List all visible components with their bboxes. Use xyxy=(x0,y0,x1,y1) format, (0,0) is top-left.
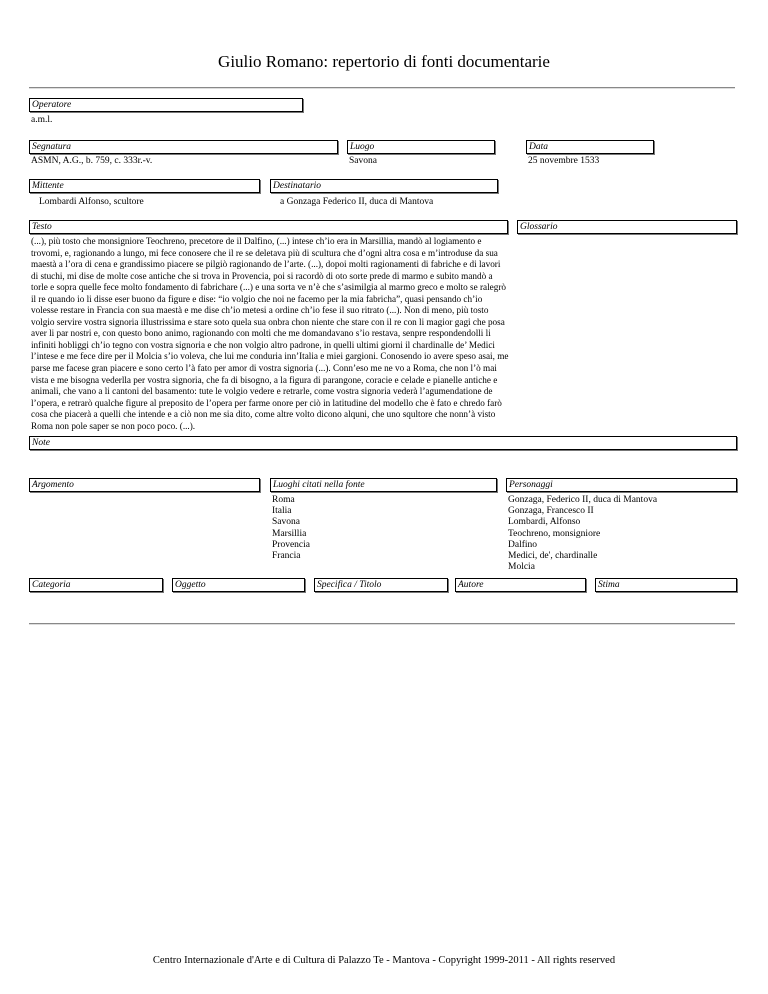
list-item: Gonzaga, Francesco II xyxy=(508,506,594,517)
copyright-footer: Centro Internazionale d'Arte e di Cultura di Palazzo Te - Mantova - Copyright 1999-2011 - All rights reserved xyxy=(152,955,616,966)
data-label: Data xyxy=(526,140,654,154)
list-item: Teochreno, monsigniore xyxy=(508,528,601,539)
segnatura-label: Segnatura xyxy=(29,140,338,154)
page-title: Giulio Romano: repertorio di fonti documentarie xyxy=(218,52,550,71)
list-item: Gonzaga, Federico II, duca di Mantova xyxy=(508,495,658,505)
oggetto-label: Oggetto xyxy=(172,578,305,592)
list-item: Provencia xyxy=(272,539,310,550)
bottom-divider xyxy=(29,623,735,625)
note-label: Note xyxy=(29,436,737,450)
segnatura-value: ASMN, A.G., b. 759, c. 333r.-v. xyxy=(31,156,153,166)
luoghi-list xyxy=(272,495,310,562)
luogo-value: Savona xyxy=(349,156,377,166)
specifica-label: Specifica / Titolo xyxy=(314,578,448,592)
list-item: Savona xyxy=(272,517,300,528)
mittente-value: Lombardi Alfonso, scultore xyxy=(39,197,144,207)
mittente-label: Mittente xyxy=(29,179,260,193)
operatore-value: a.m.l. xyxy=(31,115,53,125)
autore-label: Autore xyxy=(455,578,586,592)
list-item: Francia xyxy=(272,551,301,562)
personaggi-list xyxy=(508,495,657,573)
list-item: Medici, de', chardinalle xyxy=(508,551,598,562)
stima-label: Stima xyxy=(595,578,737,592)
argomento-label: Argomento xyxy=(29,478,260,492)
operatore-label: Operatore xyxy=(29,98,303,112)
glossario-label: Glossario xyxy=(517,220,737,234)
luogo-label: Luogo xyxy=(347,140,495,154)
list-item: Lombardi, Alfonso xyxy=(508,517,581,528)
personaggi-label: Personaggi xyxy=(506,478,737,492)
testo-body: (...), più tosto che monsigniore Teochreno, precetore de il Dalfino, (...) intese ch’io era in Marsillia, mandò al logiamento e trovomi, e, ragionando a lungo, mi fece conosere che il re se deletava più di scultura che d’ogni altra cosa e m’introduse da sua maestà a l’ora di cena e grandissimo piacere se pilgiò ragionando de l’arte. (...), dopoi molti ragionamenti di fabriche e di lavori di stuchi, mi dise de molte cose antiche che si trova in Provencia, poi si racordò di oto sorte prede di marmo e subito mandò a torle e sopra quelle fece molto fondamento di fabrichare (...) e una sorta ve n’è che s’asimilgia al marmo greco e molto se ralegrò il re quando io li disse eser buono da figure e dise: “io volgio che noi ne facemo per la mia fabricha”, quasi pensando ch’io volesse restare in Francia con sua maestà e me dise ch’io metesi a ordine ch’io fese il suo ritrato (...). Non di meno, più tosto volgio servire vostra signoria illustrissima e stare soto quela sua onbra chon niente che stare con il re con li magior gagi che posa aver li par nostri e, con questo bono animo, ragionando con molti che me domandavano s’io restava, senpre respondendolli li infiniti hobliggi ch’io tegno con vostra signoria e che non volgio altro padrone, in quelli ultimi giorni il chardinalle de’ Medici l’intese e me fece dire per il Molcia s’io voleva, che lui me conduria inn’Italia e miei gargioni. Conosendo io avere speso asai, me parse me facese gran piacere e sono certo l’à fato per amor di vostra signoria (...). Conn’eso me ne vo a Roma, che non l’ò mai vista e me bisogna vederlla per vostra signoria, che fa di bisogno, a la figura di parangone, coracie e celade e pianelle antiche e animali, che vano a li cantoni del basamento: tute le volgio vedere e retrarle, come vostra signoria vederà l’agumendatione de l’opera, e retrarò qualche figure al preposito de l’opera per farme onore per ciò in latitudine del modello che è fato e chredo farò cosa che piacerà a quelli che intende e a ciò non me sia dito, come altre volto dicono alquni, che uno squltore che nonn’à visto Roma non pole saper se non poco poco. (...). xyxy=(31,236,509,431)
list-item: Dalfino xyxy=(508,539,538,550)
destinatario-value: a Gonzaga Federico II, duca di Mantova xyxy=(280,197,434,207)
list-item: Roma xyxy=(272,495,295,505)
list-item: Marsillia xyxy=(272,528,307,539)
list-item: Molcia xyxy=(508,562,535,573)
destinatario-label: Destinatario xyxy=(270,179,498,193)
luoghi-label: Luoghi citati nella fonte xyxy=(270,478,497,492)
data-value: 25 novembre 1533 xyxy=(528,156,600,166)
top-divider xyxy=(29,87,735,89)
testo-label: Testo xyxy=(29,220,508,234)
list-item: Italia xyxy=(272,506,292,517)
categoria-label: Categoria xyxy=(29,578,163,592)
